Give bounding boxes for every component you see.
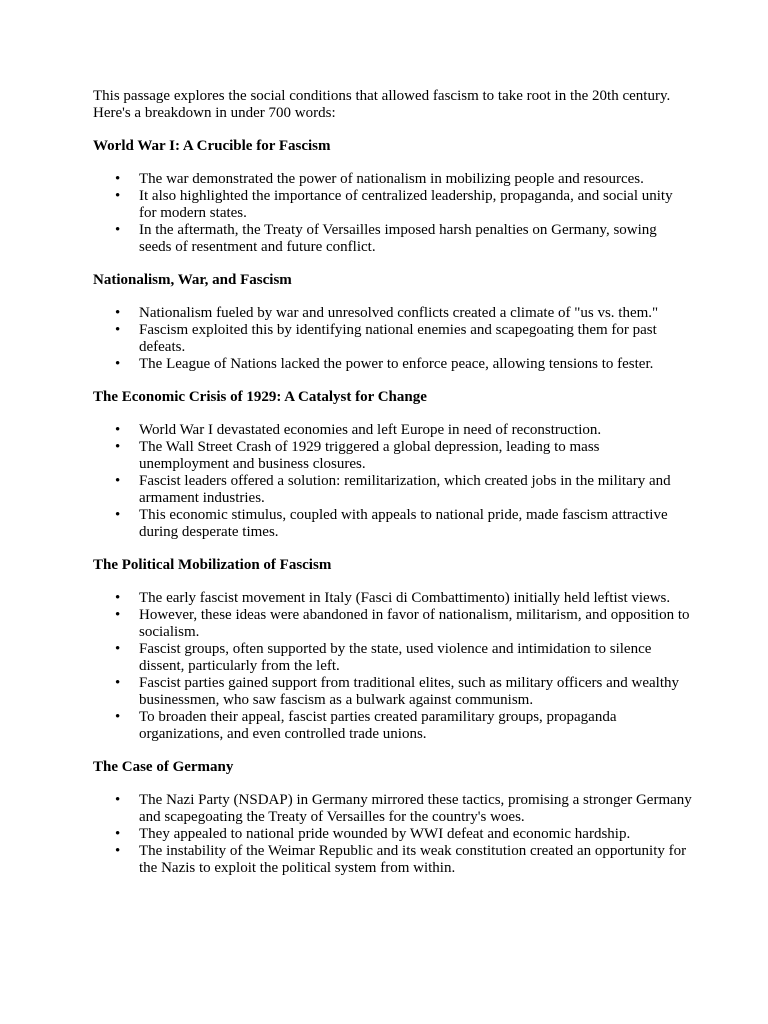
list-item: • The Nazi Party (NSDAP) in Germany mirrored these tactics, promising a stronger Germany and scapegoating the Treaty of Versailles for the country's woes.: [139, 792, 693, 826]
section-heading: The Political Mobilization of Fascism: [93, 557, 332, 573]
list-item: • Fascist groups, often supported by the state, used violence and intimidation to silence dissent, particularly from the left.: [139, 641, 693, 675]
list-item: • It also highlighted the importance of centralized leadership, propaganda, and social unity for modern states.: [139, 188, 693, 222]
bullet-list: [93, 590, 693, 743]
list-item: • This economic stimulus, coupled with appeals to national pride, made fascism attractive during desperate times.: [139, 507, 693, 541]
section-heading: The Economic Crisis of 1929: A Catalyst for Change: [93, 389, 427, 405]
list-item: • Fascist leaders offered a solution: remilitarization, which created jobs in the military and armament industries.: [139, 473, 693, 507]
list-item: • They appealed to national pride wounded by WWI defeat and economic hardship.: [139, 826, 693, 843]
list-item: • Fascism exploited this by identifying national enemies and scapegoating them for past defeats.: [139, 322, 693, 356]
bullet-list: [93, 792, 693, 877]
intro-paragraph: This passage explores the social conditions that allowed fascism to take root in the 20th century. Here's a breakdown in under 700 words:: [93, 88, 671, 121]
bullet-list: [93, 305, 693, 373]
section-political-mobilization: [93, 557, 693, 743]
list-item: • The early fascist movement in Italy (Fasci di Combattimento) initially held leftist views.: [139, 590, 693, 607]
list-item: • The war demonstrated the power of nationalism in mobilizing people and resources.: [139, 171, 693, 188]
list-item: • To broaden their appeal, fascist parties created paramilitary groups, propaganda organizations, and even controlled trade unions.: [139, 709, 693, 743]
list-item: • However, these ideas were abandoned in favor of nationalism, militarism, and opposition to socialism.: [139, 607, 693, 641]
section-nationalism: [93, 272, 693, 373]
document-page: [93, 88, 693, 893]
bullet-list: [93, 171, 693, 256]
section-world-war-i: [93, 138, 693, 256]
list-item: • The League of Nations lacked the power to enforce peace, allowing tensions to fester.: [139, 356, 693, 373]
section-heading: Nationalism, War, and Fascism: [93, 272, 292, 288]
list-item: • Fascist parties gained support from traditional elites, such as military officers and wealthy businessmen, who saw fascism as a bulwark against communism.: [139, 675, 693, 709]
section-heading: The Case of Germany: [93, 759, 234, 775]
list-item: • World War I devastated economies and left Europe in need of reconstruction.: [139, 422, 693, 439]
section-heading: World War I: A Crucible for Fascism: [93, 138, 331, 154]
section-germany: [93, 759, 693, 877]
list-item: • Nationalism fueled by war and unresolved conflicts created a climate of "us vs. them.": [139, 305, 693, 322]
list-item: • The Wall Street Crash of 1929 triggered a global depression, leading to mass unemployment and business closures.: [139, 439, 693, 473]
list-item: • The instability of the Weimar Republic and its weak constitution created an opportunity for the Nazis to exploit the political system from within.: [139, 843, 693, 877]
list-item: • In the aftermath, the Treaty of Versailles imposed harsh penalties on Germany, sowing seeds of resentment and future conflict.: [139, 222, 693, 256]
bullet-list: [93, 422, 693, 541]
section-economic-crisis: [93, 389, 693, 541]
